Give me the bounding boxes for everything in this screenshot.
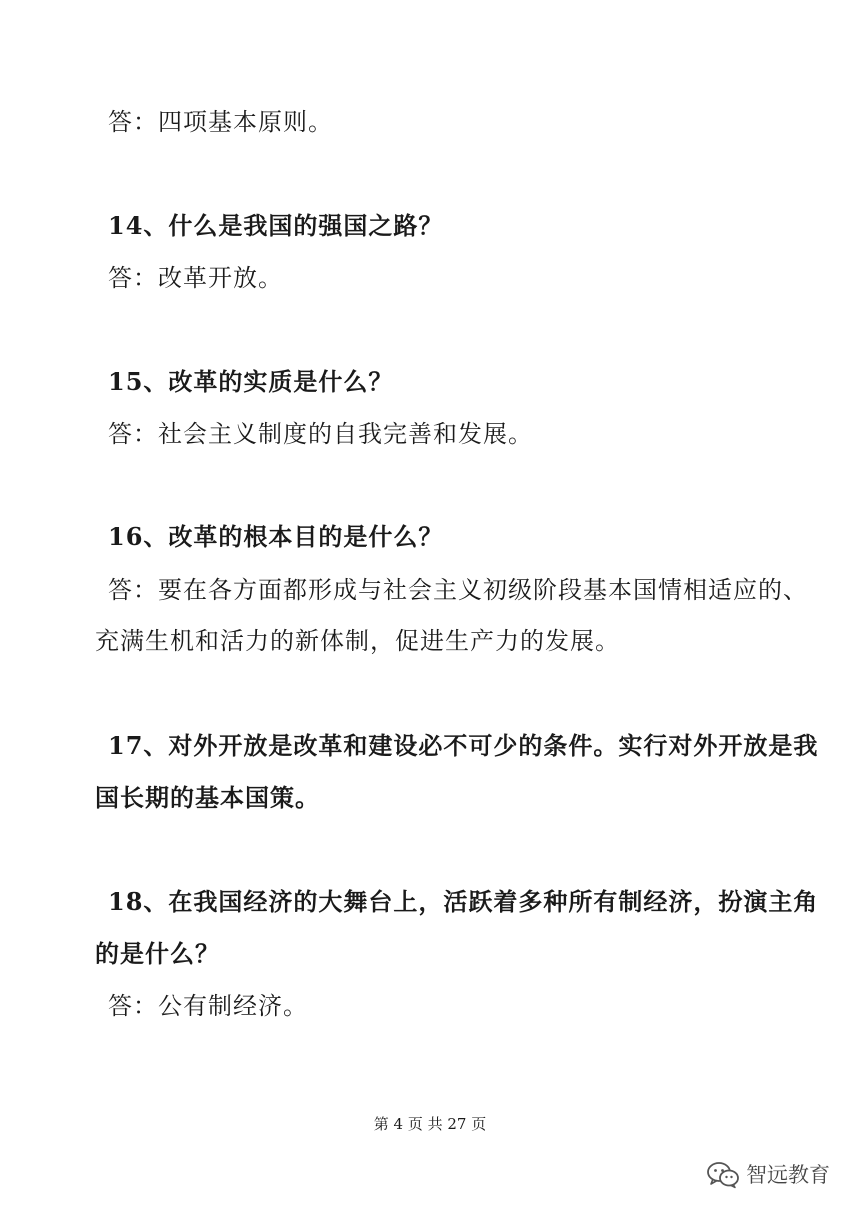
page-number: 第 4 页 共 27 页 — [373, 1115, 487, 1133]
question-16: 16、改革的根本目的是什么？ — [108, 522, 444, 551]
answer-16-line-1: 答：要在各方面都形成与社会主义初级阶段基本国情相适应的、 — [108, 576, 808, 604]
statement-17-line-2: 国长期的基本国策。 — [95, 783, 320, 812]
statement-17-line-1: 17、对外开放是改革和建设必不可少的条件。实行对外开放是我 — [108, 731, 819, 760]
question-15: 15、改革的实质是什么？ — [108, 367, 394, 396]
question-18-line-2: 的是什么？ — [95, 939, 220, 968]
question-18-line-1: 18、在我国经济的大舞台上，活跃着多种所有制经济，扮演主角 — [108, 887, 819, 916]
wechat-icon — [706, 1161, 740, 1189]
watermark — [706, 1160, 830, 1190]
answer-18: 答：公有制经济。 — [108, 992, 308, 1020]
watermark-text: 智远教育 — [746, 1163, 830, 1187]
answer-13: 答：四项基本原则。 — [108, 108, 333, 136]
answer-14: 答：改革开放。 — [108, 264, 283, 292]
answer-16-line-2: 充满生机和活力的新体制，促进生产力的发展。 — [95, 627, 620, 655]
answer-15: 答：社会主义制度的自我完善和发展。 — [108, 420, 533, 448]
question-14: 14、什么是我国的强国之路？ — [108, 211, 444, 240]
